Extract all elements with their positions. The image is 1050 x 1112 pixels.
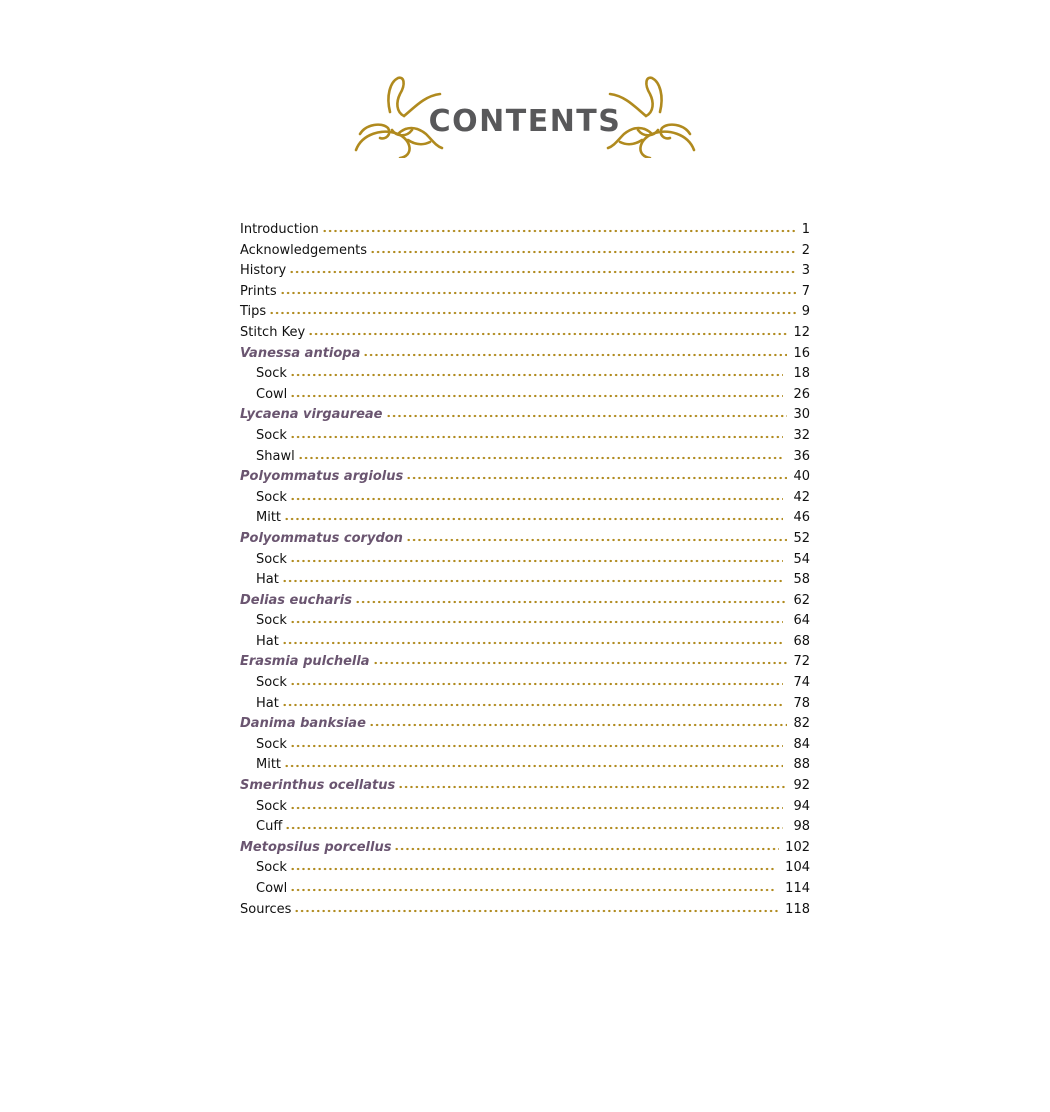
toc-entry-label: Hat bbox=[256, 572, 279, 588]
dot-leader bbox=[355, 600, 787, 604]
dot-leader bbox=[370, 250, 796, 254]
toc-entry-page-number: 88 bbox=[793, 757, 810, 773]
toc-entry-page-number: 64 bbox=[793, 613, 810, 629]
toc-entry-label: Hat bbox=[256, 633, 279, 649]
toc-entry-page-number: 18 bbox=[793, 366, 810, 382]
table-of-contents bbox=[240, 222, 810, 922]
dot-leader bbox=[386, 414, 788, 418]
dot-leader bbox=[406, 538, 788, 542]
dot-leader bbox=[284, 517, 783, 521]
toc-entry[interactable] bbox=[240, 325, 810, 346]
contents-header bbox=[0, 70, 1050, 170]
toc-entry-page-number: 98 bbox=[793, 819, 810, 835]
toc-entry-label: Smerinthus ocellatus bbox=[240, 778, 396, 794]
dot-leader bbox=[298, 456, 784, 460]
toc-entry[interactable] bbox=[240, 778, 810, 799]
toc-entry-page-number: 3 bbox=[801, 263, 810, 279]
toc-entry-label: Tips bbox=[240, 304, 267, 320]
toc-entry-label: Sources bbox=[240, 901, 292, 917]
flourish-ornament-icon bbox=[598, 72, 698, 158]
dot-leader bbox=[369, 723, 788, 727]
dot-leader bbox=[308, 332, 787, 336]
toc-entry[interactable] bbox=[240, 572, 810, 593]
toc-entry-label: Sock bbox=[256, 613, 287, 629]
dot-leader bbox=[285, 826, 783, 830]
toc-entry[interactable] bbox=[240, 490, 810, 511]
toc-entry-label: Vanessa antiopa bbox=[240, 345, 361, 361]
toc-entry-label: Shawl bbox=[256, 448, 295, 464]
dot-leader bbox=[394, 847, 779, 851]
toc-entry-label: Sock bbox=[256, 798, 287, 814]
dot-leader bbox=[290, 744, 784, 748]
dot-leader bbox=[290, 497, 784, 501]
toc-entry[interactable] bbox=[240, 552, 810, 573]
toc-entry[interactable] bbox=[240, 531, 810, 552]
toc-entry-page-number: 26 bbox=[793, 386, 810, 402]
toc-entry[interactable] bbox=[240, 675, 810, 696]
toc-entry[interactable] bbox=[240, 366, 810, 387]
toc-entry[interactable] bbox=[240, 407, 810, 428]
toc-entry-page-number: 12 bbox=[793, 324, 810, 340]
toc-entry-page-number: 36 bbox=[793, 448, 810, 464]
dot-leader bbox=[284, 764, 783, 768]
toc-entry-label: Sock bbox=[256, 675, 287, 691]
toc-entry[interactable] bbox=[240, 613, 810, 634]
toc-entry-page-number: 74 bbox=[793, 675, 810, 691]
dot-leader bbox=[363, 353, 787, 357]
dot-leader bbox=[398, 785, 787, 789]
toc-entry-page-number: 16 bbox=[793, 345, 810, 361]
toc-entry-label: Polyommatus argiolus bbox=[240, 469, 404, 485]
toc-entry-page-number: 62 bbox=[793, 592, 810, 608]
dot-leader bbox=[322, 229, 796, 233]
toc-entry-label: Sock bbox=[256, 366, 287, 382]
contents-title: CONTENTS bbox=[428, 104, 622, 139]
toc-entry-label: Sock bbox=[256, 427, 287, 443]
toc-entry-label: Sock bbox=[256, 736, 287, 752]
dot-leader bbox=[294, 909, 779, 913]
toc-entry-label: Stitch Key bbox=[240, 324, 306, 340]
toc-entry-label: Polyommatus corydon bbox=[240, 530, 403, 546]
toc-entry-page-number: 102 bbox=[785, 839, 810, 855]
toc-entry-page-number: 40 bbox=[793, 469, 810, 485]
dot-leader bbox=[290, 888, 775, 892]
toc-entry-page-number: 92 bbox=[793, 778, 810, 794]
dot-leader bbox=[290, 559, 784, 563]
dot-leader bbox=[282, 703, 784, 707]
toc-entry[interactable] bbox=[240, 716, 810, 737]
toc-entry-page-number: 1 bbox=[801, 222, 810, 237]
toc-entry-label: Prints bbox=[240, 283, 277, 299]
toc-entry[interactable] bbox=[240, 510, 810, 531]
toc-entry[interactable] bbox=[240, 263, 810, 284]
toc-entry-label: Delias eucharis bbox=[240, 592, 352, 608]
toc-entry[interactable] bbox=[240, 840, 810, 861]
toc-entry-page-number: 42 bbox=[793, 489, 810, 505]
toc-entry[interactable] bbox=[240, 757, 810, 778]
toc-entry-page-number: 68 bbox=[793, 633, 810, 649]
toc-entry[interactable] bbox=[240, 737, 810, 758]
toc-entry-page-number: 30 bbox=[793, 407, 810, 423]
dot-leader bbox=[290, 806, 784, 810]
toc-entry[interactable] bbox=[240, 449, 810, 470]
toc-entry[interactable] bbox=[240, 428, 810, 449]
dot-leader bbox=[290, 867, 775, 871]
toc-entry-label: Introduction bbox=[240, 222, 319, 237]
toc-entry[interactable] bbox=[240, 696, 810, 717]
toc-entry-label: Erasmia pulchella bbox=[240, 654, 370, 670]
dot-leader bbox=[290, 620, 784, 624]
toc-entry-label: Mitt bbox=[256, 510, 282, 526]
toc-entry[interactable] bbox=[240, 799, 810, 820]
toc-entry-page-number: 58 bbox=[793, 572, 810, 588]
toc-entry-page-number: 114 bbox=[785, 881, 810, 896]
dot-leader bbox=[290, 373, 784, 377]
dot-leader bbox=[290, 682, 784, 686]
toc-entry[interactable] bbox=[240, 304, 810, 325]
toc-entry-page-number: 104 bbox=[785, 860, 810, 876]
dot-leader bbox=[290, 435, 784, 439]
toc-entry-page-number: 52 bbox=[793, 530, 810, 546]
toc-entry[interactable] bbox=[240, 860, 810, 881]
toc-entry-page-number: 78 bbox=[793, 695, 810, 711]
toc-entry[interactable] bbox=[240, 881, 810, 902]
toc-entry[interactable] bbox=[240, 222, 810, 243]
dot-leader bbox=[373, 661, 788, 665]
toc-entry[interactable] bbox=[240, 387, 810, 408]
toc-entry-page-number: 82 bbox=[793, 716, 810, 732]
toc-entry[interactable] bbox=[240, 469, 810, 490]
toc-entry-label: Sock bbox=[256, 551, 287, 567]
toc-entry-label: Lycaena virgaureae bbox=[240, 407, 383, 423]
toc-entry-page-number: 7 bbox=[801, 283, 810, 299]
toc-entry[interactable] bbox=[240, 284, 810, 305]
toc-entry[interactable] bbox=[240, 593, 810, 614]
toc-entry-label: Hat bbox=[256, 695, 279, 711]
toc-entry-label: Cowl bbox=[256, 881, 288, 896]
dot-leader bbox=[406, 476, 787, 480]
toc-entry-page-number: 84 bbox=[793, 736, 810, 752]
toc-entry[interactable] bbox=[240, 819, 810, 840]
toc-entry-label: Cowl bbox=[256, 386, 288, 402]
dot-leader bbox=[269, 311, 796, 315]
toc-entry-page-number: 54 bbox=[793, 551, 810, 567]
toc-entry-page-number: 118 bbox=[785, 901, 810, 917]
toc-entry-page-number: 46 bbox=[793, 510, 810, 526]
dot-leader bbox=[290, 394, 783, 398]
toc-entry[interactable] bbox=[240, 243, 810, 264]
toc-entry-label: Metopsilus porcellus bbox=[240, 839, 392, 855]
toc-entry-page-number: 72 bbox=[793, 654, 810, 670]
toc-entry-label: Acknowledgements bbox=[240, 242, 368, 258]
dot-leader bbox=[289, 270, 795, 274]
toc-entry[interactable] bbox=[240, 902, 810, 923]
toc-entry[interactable] bbox=[240, 634, 810, 655]
toc-entry[interactable] bbox=[240, 654, 810, 675]
toc-entry-label: Sock bbox=[256, 860, 287, 876]
toc-entry-label: History bbox=[240, 263, 287, 279]
toc-entry-page-number: 2 bbox=[801, 242, 810, 258]
toc-entry-page-number: 9 bbox=[801, 304, 810, 320]
toc-entry-label: Sock bbox=[256, 489, 287, 505]
toc-entry-page-number: 32 bbox=[793, 427, 810, 443]
dot-leader bbox=[282, 579, 784, 583]
toc-entry-page-number: 94 bbox=[793, 798, 810, 814]
toc-entry-label: Mitt bbox=[256, 757, 282, 773]
toc-entry[interactable] bbox=[240, 346, 810, 367]
toc-entry-label: Cuff bbox=[256, 819, 283, 835]
dot-leader bbox=[280, 291, 796, 295]
toc-entry-label: Danima banksiae bbox=[240, 716, 366, 732]
dot-leader bbox=[282, 641, 784, 645]
